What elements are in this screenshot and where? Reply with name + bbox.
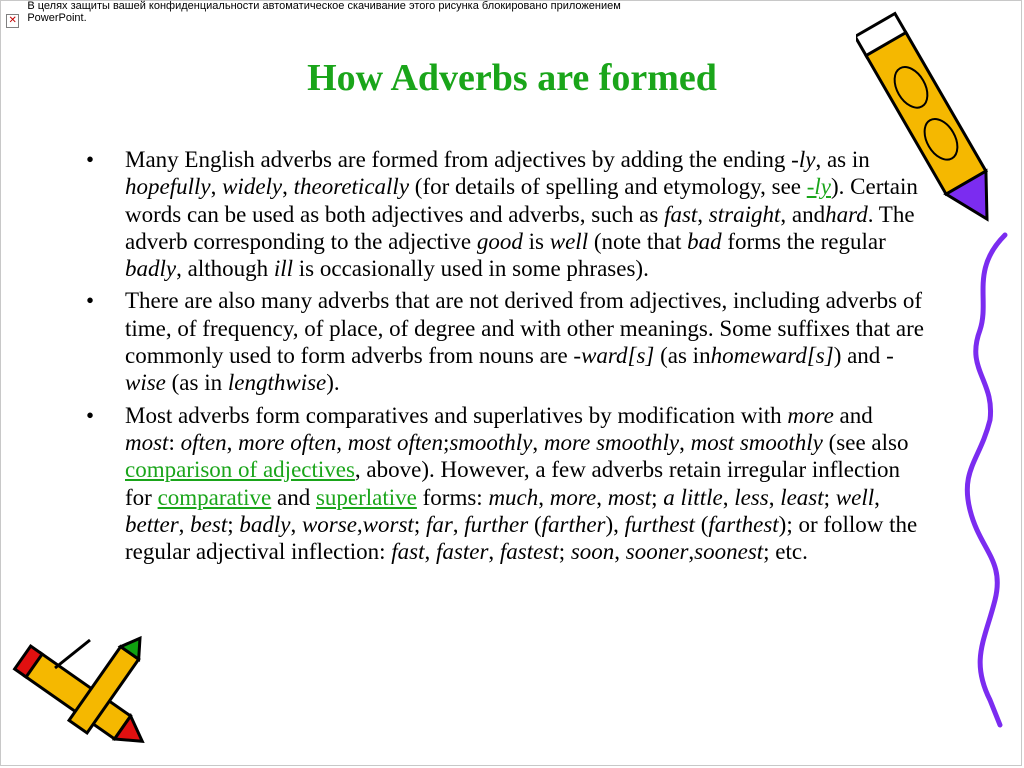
text-run: (note that	[588, 228, 688, 254]
text-run: ,	[679, 429, 691, 455]
purple-squiggle-line	[950, 230, 1020, 730]
comparison-of-adjectives-link[interactable]: comparison of adjectives	[125, 457, 355, 483]
text-run: fast	[664, 201, 698, 227]
text-run: ,	[538, 484, 550, 510]
text-run: straight	[708, 201, 781, 227]
text-run: (	[528, 511, 542, 537]
text-run: ,	[356, 511, 363, 537]
text-run: theoretically	[293, 174, 410, 200]
text-run: and	[271, 484, 316, 510]
text-run: (for details of spelling and etymology, see	[409, 174, 807, 200]
text-run: ;	[651, 484, 664, 510]
text-run: soon	[570, 539, 615, 565]
text-run: , and	[780, 201, 826, 227]
text-run: ,	[874, 484, 880, 510]
text-run: worst	[362, 511, 414, 537]
text-run: more smoothly	[543, 429, 680, 455]
text-run: ),	[605, 511, 625, 537]
text-run: , as in	[815, 147, 870, 172]
text-run: , above). However, a few adverbs retain irregular inflection for	[125, 457, 901, 510]
ly-link[interactable]: -ly	[806, 174, 832, 200]
bullet-icon: •	[86, 402, 95, 428]
text-run: (as in	[165, 370, 228, 396]
text-run: (as in	[654, 343, 711, 369]
text-run: ,	[722, 484, 735, 510]
text-run: bad	[687, 228, 722, 254]
list-item	[86, 287, 926, 396]
text-run: ,	[178, 511, 191, 537]
blocked-image-notice	[6, 0, 646, 26]
text-run: ). Certain words can be used as both adjectives and adverbs, such as	[125, 174, 918, 227]
text-run: ;	[442, 429, 450, 455]
list-item	[86, 146, 926, 282]
text-run: Most adverbs form comparatives and superlatives by modification with	[125, 402, 788, 428]
text-run: farther	[541, 511, 606, 537]
text-run: ,	[768, 484, 781, 510]
text-run: -wise	[125, 343, 894, 396]
text-run: . The adverb corresponding to the adjective	[125, 201, 915, 254]
text-run: fastest	[499, 539, 559, 565]
text-run: faster	[436, 539, 489, 565]
text-run: far	[425, 511, 453, 537]
text-run: more often	[238, 429, 337, 455]
text-run: (see also	[822, 429, 909, 455]
text-run: , although	[176, 256, 274, 282]
text-run: farthest	[708, 511, 779, 537]
text-run: most	[607, 484, 652, 510]
bullet-icon: •	[86, 147, 95, 172]
text-run: badly	[239, 511, 291, 537]
text-run: There are also many adverbs that are not derived from adjectives, including adverbs of time, of frequency, of place, of degree and with other meanings. Some suffixes that are commonly used to form adverbs from nouns are	[125, 288, 924, 369]
text-run: often	[180, 429, 227, 455]
text-run: badly	[125, 256, 177, 282]
blocked-image-notice-text: В целях защиты вашей конфиденциальности автоматическое скачивание этого рисунка блокировано приложением PowerPoint.	[27, 0, 621, 24]
bullet-icon: •	[86, 288, 95, 314]
text-run: best	[190, 511, 228, 537]
text-run: most smoothly	[690, 429, 823, 455]
list-item	[86, 402, 926, 566]
text-run: forms the regular	[721, 228, 886, 254]
superlative-link[interactable]: superlative	[315, 484, 417, 510]
text-run: ,	[290, 511, 302, 537]
text-run: ,	[688, 539, 695, 565]
text-run: -ward[s]	[573, 343, 655, 369]
text-run: soonest	[694, 539, 764, 565]
text-run: -ly	[791, 147, 816, 172]
text-run: ,	[424, 539, 437, 565]
text-run: ,	[596, 484, 608, 510]
text-run: ,	[488, 539, 500, 565]
text-run: and	[833, 402, 873, 428]
text-run: ); or follow the regular adjectival inflection:	[125, 511, 918, 565]
text-run: ,	[614, 539, 626, 565]
text-run: well	[549, 228, 589, 254]
text-run: less	[734, 484, 769, 510]
text-run: furthest	[624, 511, 695, 537]
broken-image-icon: ✕	[6, 14, 19, 28]
bullet-list	[86, 146, 926, 570]
text-run: hopefully	[125, 174, 211, 200]
text-run: widely	[222, 174, 283, 200]
text-run: much	[488, 484, 539, 510]
text-run: ,	[532, 429, 544, 455]
text-run: ;	[227, 511, 240, 537]
pencils-icon	[0, 618, 160, 768]
text-run: good	[476, 228, 523, 254]
text-run: more	[549, 484, 597, 510]
text-run: forms:	[416, 484, 489, 510]
text-run: ;	[558, 539, 571, 565]
text-run: homeward[s]	[710, 343, 834, 369]
text-run: is occasionally used in some phrases).	[293, 256, 649, 282]
slide-title: How Adverbs are formed	[307, 57, 717, 99]
text-run: ,	[336, 429, 348, 455]
text-run: worse	[301, 511, 357, 537]
text-run: ) and	[833, 343, 887, 369]
text-run: ,	[210, 174, 223, 200]
text-run: further	[464, 511, 529, 537]
text-run: sooner	[625, 539, 689, 565]
text-run: most	[125, 429, 169, 455]
text-run: more	[787, 402, 834, 428]
text-run: Many English adverbs are formed from adjectives by adding the ending	[125, 147, 792, 172]
text-run: most often	[347, 429, 443, 455]
text-run: well	[835, 484, 875, 510]
text-run: ;	[413, 511, 426, 537]
text-run: better	[125, 511, 179, 537]
text-run: ).	[326, 370, 340, 396]
text-run: a little	[663, 484, 723, 510]
text-run: ,	[452, 511, 465, 537]
text-run: hard	[825, 201, 868, 227]
text-run: ,	[697, 201, 709, 227]
text-run: ,	[282, 174, 294, 200]
text-run: lengthwise	[227, 370, 327, 396]
text-run: ,	[226, 429, 239, 455]
text-run: least	[780, 484, 824, 510]
text-run: :	[168, 429, 181, 455]
text-run: ill	[273, 256, 294, 282]
comparative-link[interactable]: comparative	[157, 484, 272, 510]
text-run: ; etc.	[763, 539, 808, 565]
text-run: fast	[391, 539, 425, 565]
text-run: is	[522, 228, 550, 254]
text-run: (	[694, 511, 709, 537]
text-run: smoothly	[449, 429, 533, 455]
text-run: ;	[823, 484, 836, 510]
